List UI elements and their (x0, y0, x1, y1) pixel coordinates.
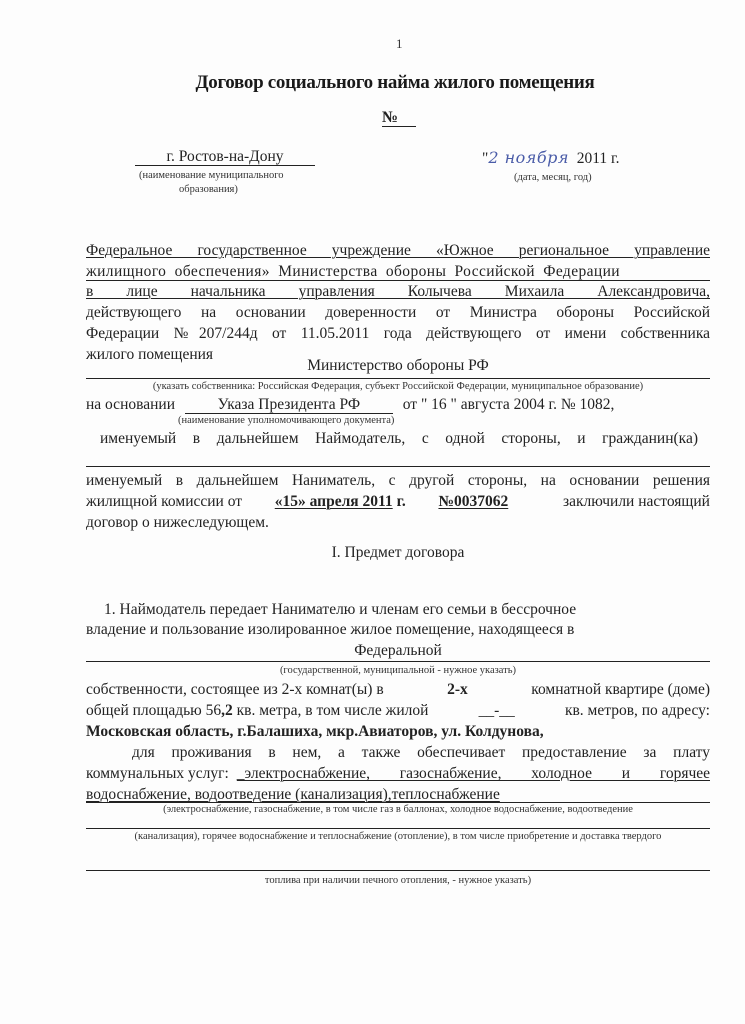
handwritten-date: 2 ноября (488, 148, 569, 167)
landlord-line: Федерации №207/244д от 11.05.2011 года действующего от имени собственника (86, 325, 710, 342)
landlord-block (86, 240, 710, 365)
city-hint-cont: образования) (179, 184, 238, 195)
utilities-line: водоснабжение, водоотведение (канализация),теплоснабжение (86, 784, 710, 803)
date-field (482, 148, 620, 168)
address-line (86, 721, 710, 742)
decision-date: «15» апреля 2011 (274, 493, 393, 510)
rooms-count: 2-х (447, 681, 468, 698)
basis-hint: (наименование уполномочивающего документа) (178, 415, 395, 426)
date-year: 2011 г. (576, 150, 620, 167)
date-hint: (дата, месяц, год) (514, 172, 592, 183)
owner-hint: (указать собственника: Российская Федерация, субъект Российской Федерации, муниципальное образование) (152, 381, 644, 392)
utilities-rule (86, 870, 710, 871)
document-title: Договор социального найма жилого помещения (195, 72, 595, 93)
owner-rule (86, 378, 710, 379)
services-line: для проживания в нем, а также обеспечивает предоставление за плату (132, 744, 710, 761)
utilities-rule (86, 828, 710, 829)
landlord-line: жилищного обеспечения» Министерства обороны Российской Федерации (86, 261, 710, 281)
date-quote: " (482, 150, 489, 167)
property-block (86, 679, 710, 803)
clause1-line1: 1. Наймодатель передает Нанимателю и членам его семьи в бессрочное (104, 601, 577, 618)
services-line: коммунальных услуг: _электроснабжение, газоснабжение, холодное и горячее (86, 765, 710, 782)
tenant-line: жилищной комиссии от «15» апреля 2011 г. №0037062 заключили настоящий (86, 493, 710, 510)
living-area: __-__ (478, 702, 515, 719)
page-number: 1 (396, 36, 403, 51)
utilities-hint: (электроснабжение, газоснабжение, в том числе газ в баллонах, холодное водоснабжение, водоотведение (163, 804, 633, 815)
property-line: общей площадью 56,2 кв. метра, в том числе жилой __-__ кв. метров, по адресу: (86, 702, 710, 719)
ownership-hint: (государственной, муниципальной - нужное указать) (279, 665, 517, 676)
basis-line: на основании Указа Президента РФ от " 16 " августа 2004 г. № 1082, (86, 396, 615, 413)
ownership-type: Федеральной (354, 642, 442, 659)
clause1-line2: владение и пользование изолированное жилое помещение, находящееся в (86, 621, 575, 638)
citizen-rule (86, 466, 710, 467)
landlord-line: Федеральное государственное учреждение «Южное региональное управление (86, 242, 710, 259)
tenant-line: договор о нижеследующем. (86, 514, 269, 531)
tenant-block (86, 470, 710, 533)
city-field: г. Ростов-на-Дону (135, 148, 315, 166)
landlord-named-line: именуемый в дальнейшем Наймодатель, с одной стороны, и гражданин(ка) (100, 430, 698, 447)
landlord-line: в лице начальника управления Колычева Михаила Александровича, (86, 283, 710, 300)
utilities-hint: топлива при наличии печного отопления, - нужное указать) (264, 875, 532, 886)
basis-document: Указа Президента РФ (185, 397, 393, 414)
city-hint: (наименование муниципального (139, 170, 284, 181)
section-heading: I. Предмет договора (331, 544, 465, 561)
decision-number: №0037062 (438, 493, 509, 510)
utilities-hint: (канализация), горячее водоснабжение и теплоснабжение (отопление), в том числе приобретение и доставка твердого (134, 831, 662, 842)
utilities-list: _электроснабжение, газоснабжение, холодное и горячее (236, 765, 710, 782)
ownership-rule (86, 661, 710, 662)
property-line: собственности, состоящее из 2-х комнат(ы) в 2-х комнатной квартире (доме) (86, 681, 710, 698)
tenant-line: именуемый в дальнейшем Наниматель, с другой стороны, на основании решения (86, 472, 710, 489)
address: Московская область, г.Балашиха, мкр.Авиаторов, ул. Колдунова, (86, 723, 544, 740)
landlord-line: жилого помещения (86, 346, 214, 363)
landlord-line: действующего на основании доверенности от Министра обороны Российской (86, 304, 710, 321)
owner-field: Министерство обороны РФ (307, 357, 489, 374)
contract-number: № (382, 110, 416, 127)
total-area: ,2 (221, 702, 233, 719)
